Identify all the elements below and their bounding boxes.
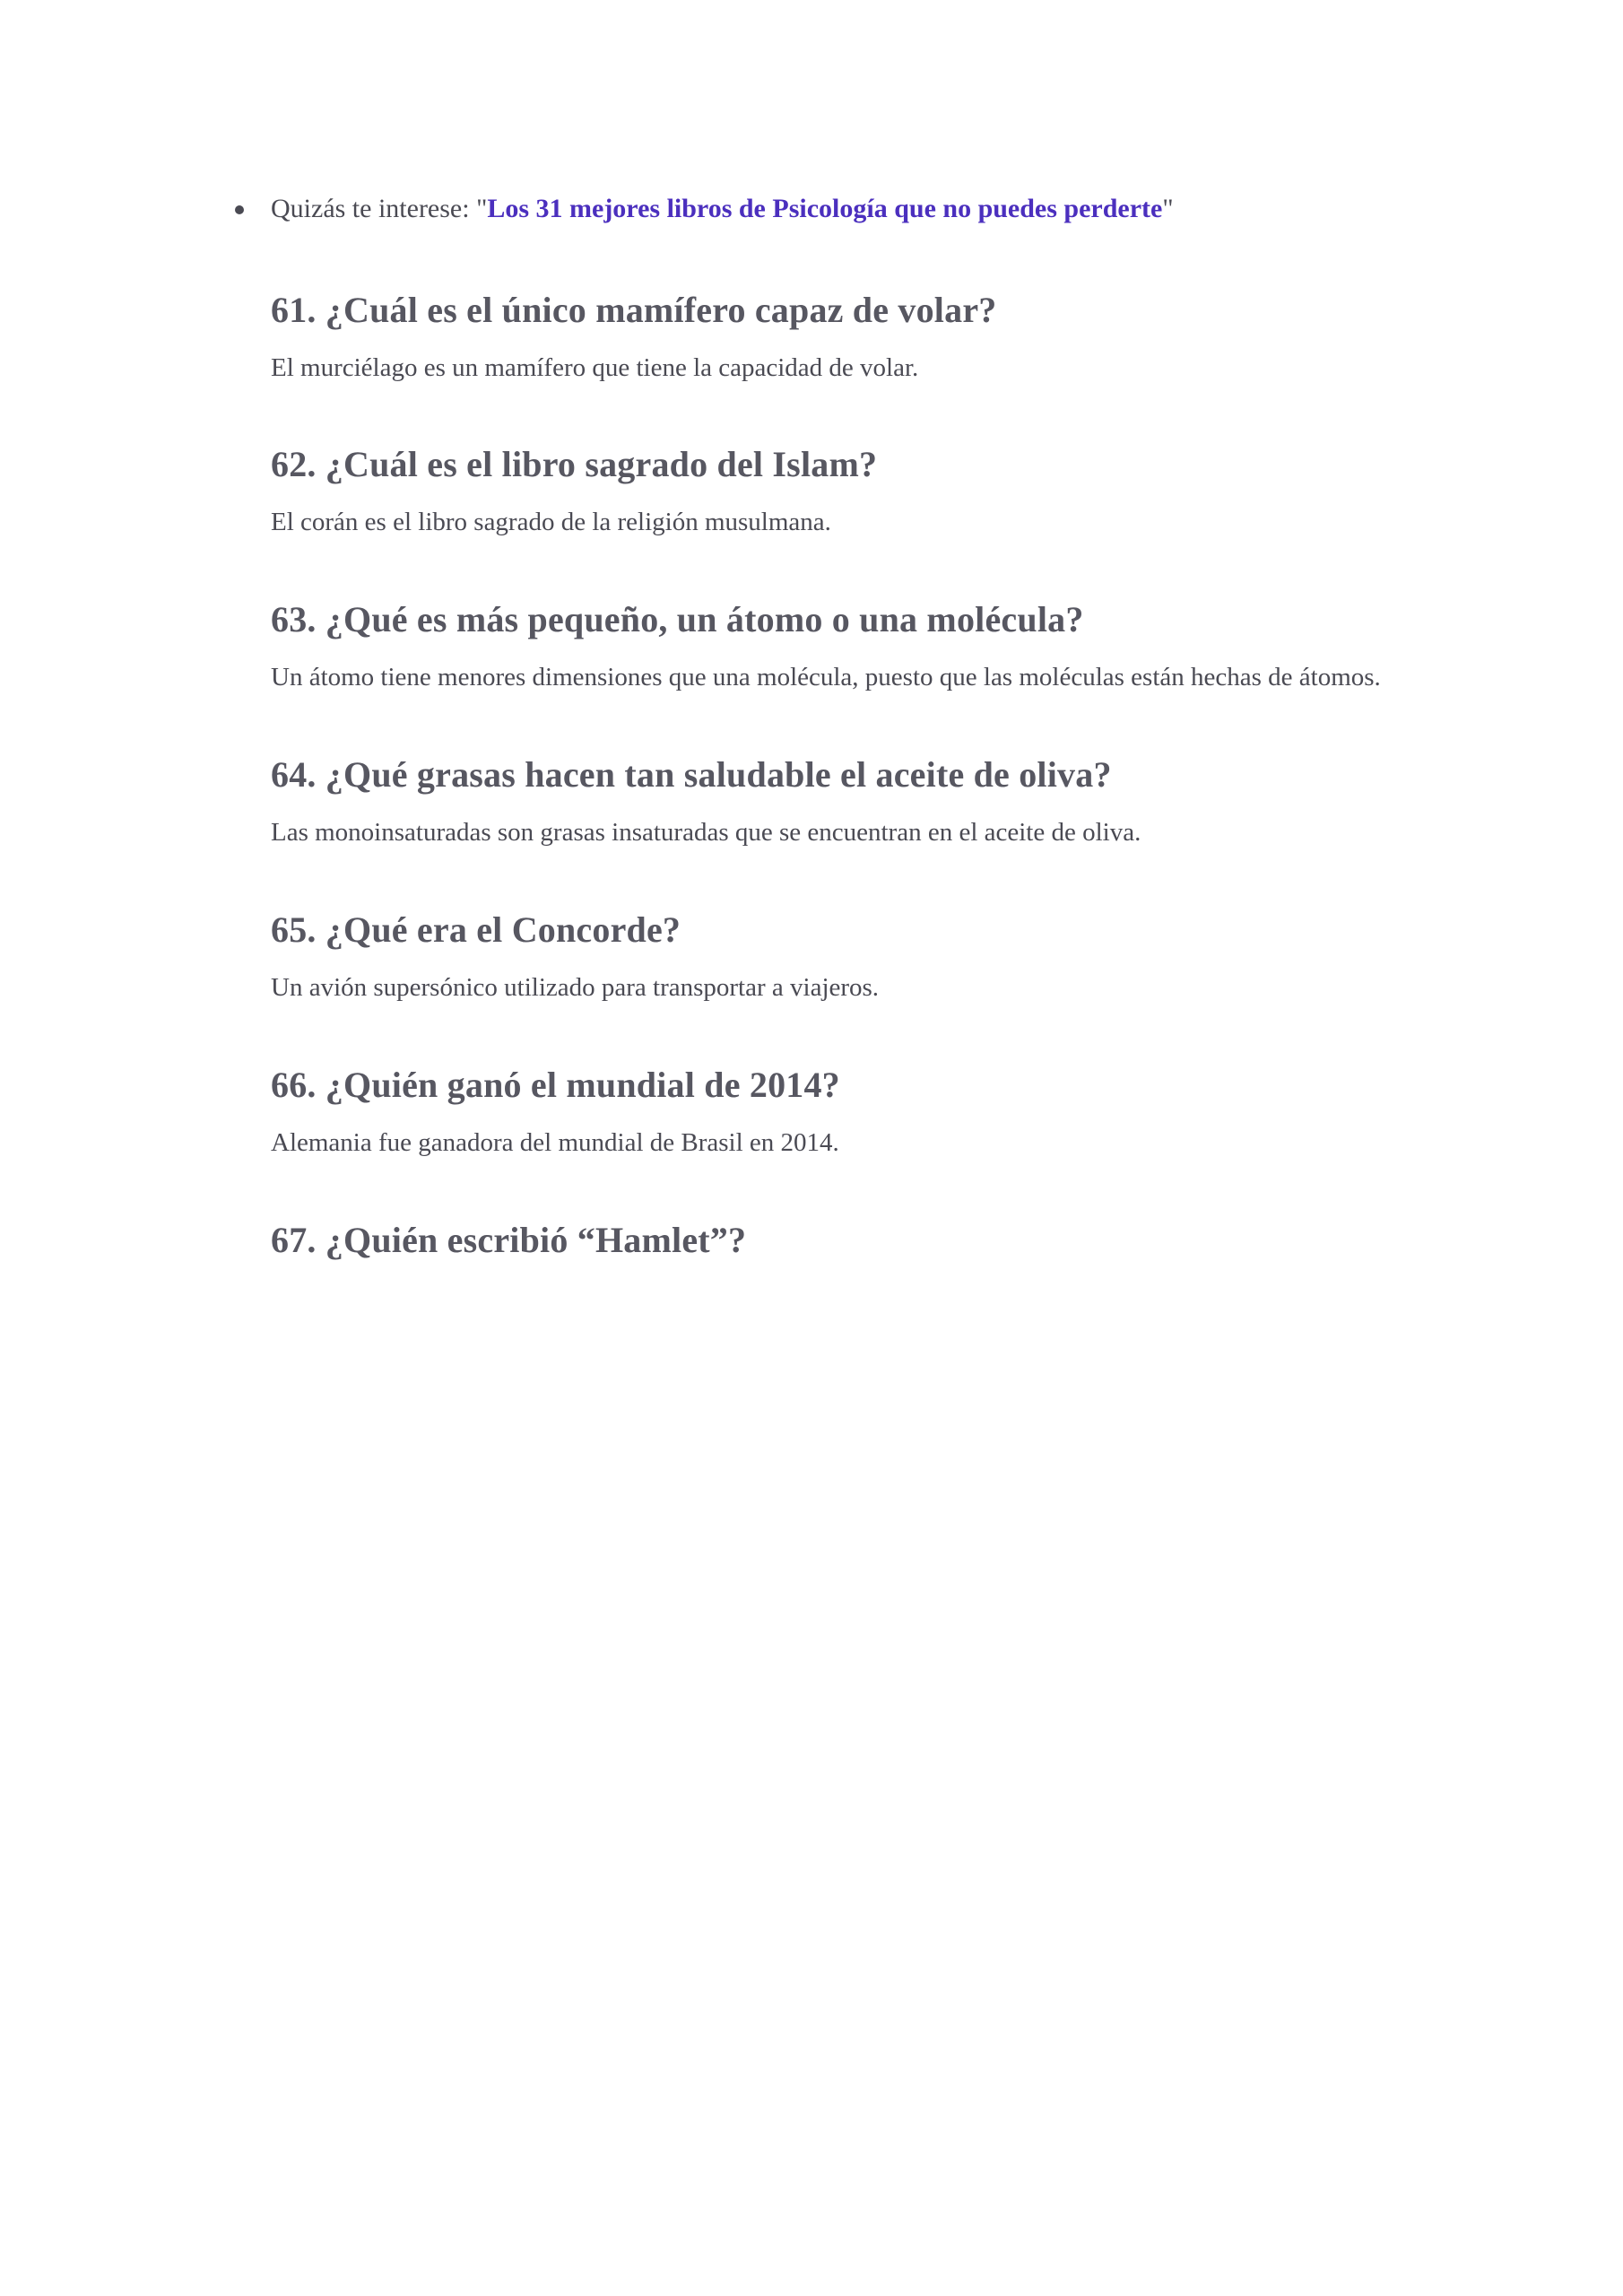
answer-text: El corán es el libro sagrado de la religión musulmana. <box>271 508 831 537</box>
qa-block-65 <box>215 906 1408 1009</box>
related-note-list <box>215 188 1408 230</box>
list-item <box>215 188 1408 230</box>
qa-block-67 <box>215 1216 1408 1265</box>
answer-text: El murciélago es un mamífero que tiene la capacidad de volar. <box>271 352 919 382</box>
question-heading: 62. ¿Cuál es el libro sagrado del Islam? <box>271 444 878 485</box>
question-heading: 67. ¿Quién escribió “Hamlet”? <box>271 1220 747 1261</box>
related-article-link[interactable]: Los 31 mejores libros de Psicología que no puedes perderte <box>487 194 1163 223</box>
question-heading: 63. ¿Qué es más pequeño, un átomo o una molécula? <box>271 599 1084 640</box>
note-suffix-text: " <box>1162 194 1174 223</box>
qa-block-63 <box>215 596 1408 699</box>
question-heading: 65. ¿Qué era el Concorde? <box>271 909 681 951</box>
answer-text: Las monoinsaturadas son grasas insaturadas que se encuentran en el aceite de oliva. <box>271 818 1141 848</box>
note-prefix-text: Quizás te interese: " <box>271 194 488 223</box>
qa-block-64 <box>215 751 1408 854</box>
question-heading: 61. ¿Cuál es el único mamífero capaz de volar? <box>271 289 997 330</box>
question-heading: 64. ¿Qué grasas hacen tan saludable el aceite de oliva? <box>271 754 1112 796</box>
answer-text: Un avión supersónico utilizado para transportar a viajeros. <box>271 973 880 1003</box>
qa-block-62 <box>215 440 1408 544</box>
qa-block-66 <box>215 1061 1408 1164</box>
answer-text: Alemania fue ganadora del mundial de Brasil en 2014. <box>271 1128 839 1158</box>
document-content <box>215 188 1408 1265</box>
answer-text: Un átomo tiene menores dimensiones que una molécula, puesto que las moléculas están hechas de átomos. <box>271 663 1381 692</box>
qa-block-61 <box>215 286 1408 389</box>
question-heading: 66. ¿Quién ganó el mundial de 2014? <box>271 1065 840 1106</box>
